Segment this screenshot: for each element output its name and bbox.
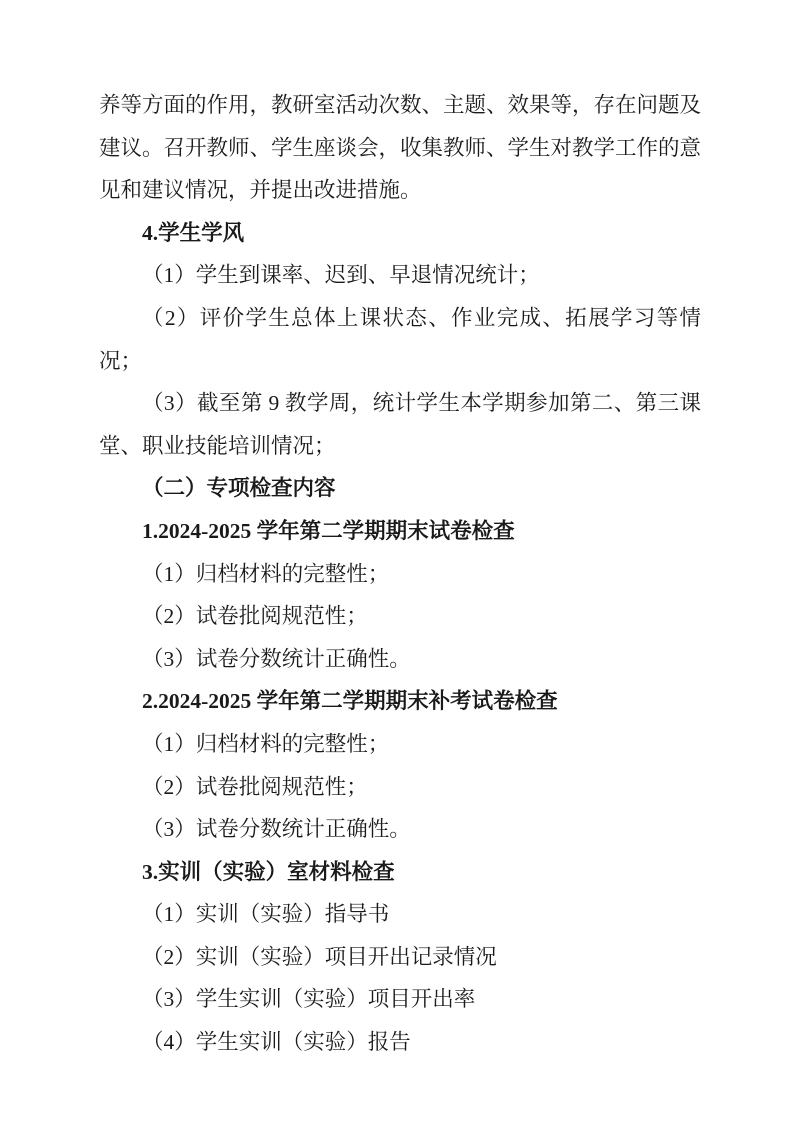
paragraph: 1.2024-2025 学年第二学期期末试卷检查 <box>142 518 515 543</box>
paragraph: 2.2024-2025 学年第二学期期末补考试卷检查 <box>142 689 558 714</box>
paragraph: （二）专项检查内容 <box>142 476 336 501</box>
paragraph: （1）归档材料的完整性； <box>142 561 390 586</box>
paragraph: （2）实训（实验）项目开出记录情况 <box>142 944 497 969</box>
paragraph: （3）试卷分数统计正确性。 <box>142 817 411 842</box>
paragraph: （4）学生实训（实验）报告 <box>142 1030 411 1055</box>
paragraph: （2）试卷批阅规范性； <box>142 604 368 629</box>
paragraph: （2）评价学生总体上课状态、作业完成、拓展学习等情况； <box>99 305 701 373</box>
paragraph: （3）学生实训（实验）项目开出率 <box>142 987 476 1012</box>
paragraph: 养等方面的作用，教研室活动次数、主题、效果等，存在问题及建议。召开教师、学生座谈会，收集教师、学生对教学工作的意见和建议情况，并提出改进措施。 <box>99 93 702 203</box>
paragraph: （1）归档材料的完整性； <box>142 731 390 756</box>
paragraph: （2）试卷批阅规范性； <box>142 774 368 799</box>
paragraph: （3）试卷分数统计正确性。 <box>142 646 411 671</box>
document-body <box>99 84 701 1064</box>
paragraph: （1）实训（实验）指导书 <box>142 902 390 927</box>
paragraph: （1）学生到课率、迟到、早退情况统计； <box>142 263 540 288</box>
paragraph: （3）截至第 9 教学周，统计学生本学期参加第二、第三课堂、职业技能培训情况； <box>99 391 701 458</box>
paragraph: 3.实训（实验）室材料检查 <box>142 859 395 884</box>
paragraph: 4.学生学风 <box>142 220 245 245</box>
